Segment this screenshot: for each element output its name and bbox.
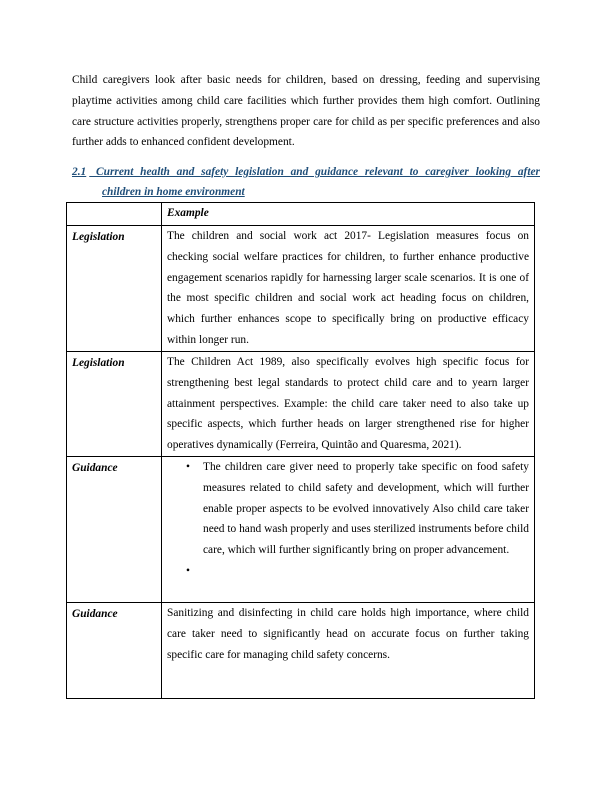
legislation-table bbox=[66, 202, 535, 699]
row-type-cell: Legislation bbox=[67, 352, 162, 457]
section-title-line1: Current health and safety legislation and guidance relevant to caregiver looking after bbox=[96, 166, 540, 178]
row-example-cell bbox=[162, 456, 535, 602]
table-header-row bbox=[67, 203, 535, 226]
table-row bbox=[67, 352, 535, 457]
table-row bbox=[67, 602, 535, 698]
bullet-item-empty bbox=[203, 561, 529, 582]
row-type-cell: Legislation bbox=[67, 226, 162, 352]
section-heading-line1 bbox=[72, 162, 540, 182]
section-heading[interactable] bbox=[72, 162, 540, 202]
table-row bbox=[67, 456, 535, 602]
guidance-bullet-list bbox=[167, 457, 529, 582]
row-example-cell: The children and social work act 2017- Legislation measures focus on checking social welfare practices for children, to further enhance productive engagement scenarios rapidly for harnessing larger scale scenarios. It is one of the most specific children and social work act heading focus on children, which further enhances scope to specifically bring on productive efficacy within longer run. bbox=[162, 226, 535, 352]
row-example-cell: The Children Act 1989, also specifically evolves high specific focus for strengthening best legal standards to protect child care and to yearn larger attainment perspectives. Example: the child care taker need to also take up specific aspects, which further heads on larger strengthened rise for higher operatives dynamically (Ferreira, Quintão and Quaresma, 2021). bbox=[162, 352, 535, 457]
intro-paragraph: Child caregivers look after basic needs for children, based on dressing, feeding and supervising playtime activities among child care facilities which further provides them high comfort. Outlining care structure activities properly, strengthens proper care for child as per specific preferences and also further adds to enhanced confident development. bbox=[72, 74, 540, 149]
bullet-item: • The children care giver need to properly take specific on food safety measures related to child safety and development, which will further enable proper aspects to be evolved innovatively Also child care taker need to hand wash properly and uses sterilized instruments before child care, which will further significantly bring on proper advancement. bbox=[203, 457, 529, 561]
header-cell-example: Example bbox=[162, 203, 535, 226]
header-cell-type bbox=[67, 203, 162, 226]
section-title-line2: children in home environment bbox=[102, 186, 245, 198]
table-row bbox=[67, 226, 535, 352]
row-type-cell: Guidance bbox=[67, 602, 162, 698]
row-example-cell: Sanitizing and disinfecting in child care holds high importance, where child care taker need to significantly head on accurate focus on further taking specific care for managing child safety concerns. bbox=[162, 602, 535, 698]
section-number: 2.1 bbox=[72, 166, 87, 178]
row-type-cell: Guidance bbox=[67, 456, 162, 602]
